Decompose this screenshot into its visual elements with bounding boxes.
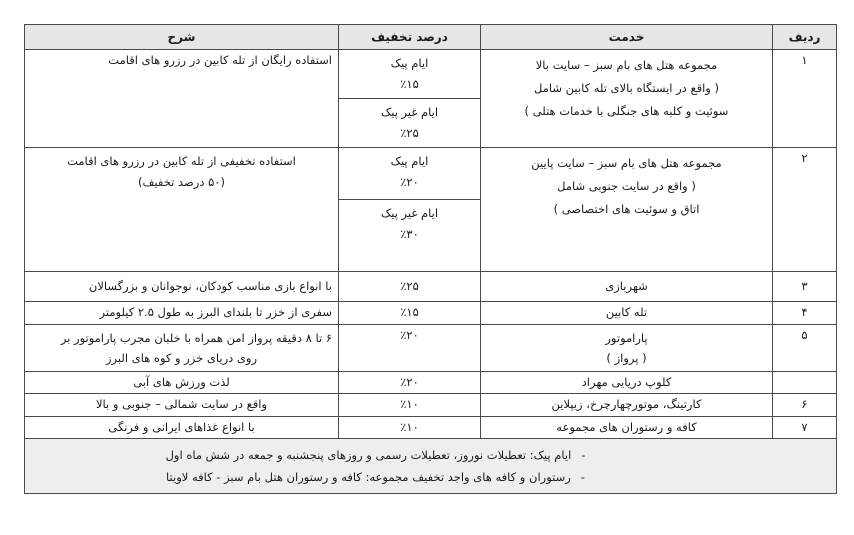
service-line: ( واقع در سایت جنوبی شامل [557,179,696,193]
note-bullet: - [581,448,586,463]
table-row [25,50,837,99]
service-cell: کافه و رستوران های مجموعه [481,416,773,439]
table-row [25,324,837,371]
service-cell: کارتینگ، موتورچهارچرخ، زیپلاین [481,394,773,417]
row-number: ۱ [773,50,837,148]
discount-cell [339,200,481,272]
table-row [25,416,837,439]
description-line: استفاده تخفیفی از تله کابین در رزرو های اقامت [67,154,296,168]
table-row [25,371,837,394]
service-cell: شهربازی [481,272,773,302]
note-line [35,444,716,466]
service-line: پاراموتور [605,330,648,345]
description-line: ۶ تا ۸ دقیقه پرواز امن همراه با خلبان مجرب پاراموتور بر [60,330,332,345]
row-number: ۳ [773,272,837,302]
discount-value: ٪۱۵ [400,77,419,91]
service-line: مجموعه هتل های بام سبز – سایت بالا [535,58,718,72]
row-number: ۵ [773,324,837,371]
service-line: ( پرواز ) [606,350,647,365]
header-row-no: ردیف [773,25,837,50]
discount-cell [339,99,481,148]
description-line: (۵۰ درصد تخفیف) [138,175,225,189]
header-description: شرح [25,25,339,50]
discount-value: ٪۲۰ [339,371,481,394]
discount-label: ایام پیک [390,154,429,168]
discount-label: ایام غیر پیک [380,206,439,220]
discount-value: ٪۲۰ [339,324,481,371]
discount-label: ایام پیک [390,56,429,70]
table-row [25,394,837,417]
service-line: ( واقع در ایستگاه بالای تله کابین شامل [534,81,719,95]
service-cell [481,50,773,148]
description-cell: سفری از خزر تا بلندای البرز به طول ۲.۵ کیلومتر [25,302,339,325]
row-number: ۴ [773,302,837,325]
description-cell: واقع در سایت شمالی – جنوبی و بالا [25,394,339,417]
service-cell: تله کابین [481,302,773,325]
description-cell: با انواع بازی مناسب کودکان، نوجوانان و بزرگسالان [25,272,339,302]
discount-value: ٪۲۰ [400,175,419,189]
discount-label: ایام غیر پیک [380,105,439,119]
table-row [25,302,837,325]
description-cell [25,324,339,371]
discount-value: ٪۱۵ [339,302,481,325]
service-line: سوئیت و کلبه های جنگلی با خدمات هتلی ) [524,104,729,118]
note-line [35,466,716,488]
service-cell [481,324,773,371]
discount-value: ٪۲۵ [400,126,419,140]
description-line: روی دریای خزر و کوه های البرز [105,350,258,365]
row-number: ۶ [773,394,837,417]
table-row [25,148,837,200]
description-cell [25,148,339,272]
discount-value: ٪۱۰ [339,416,481,439]
notes-row [25,439,837,494]
service-cell: کلوپ دریایی مهراد [481,371,773,394]
note-text: رستوران و کافه های واجد تخفیف مجموعه: کافه و رستوران هتل بام سبز - کافه لاویتا [166,470,571,485]
notes-cell [25,439,837,494]
discount-cell [339,148,481,200]
discount-value: ٪۳۰ [400,227,419,241]
service-cell [481,148,773,272]
header-discount: درصد تخفیف [339,25,481,50]
description-cell: استفاده رایگان از تله کابین در رزرو های اقامت [25,50,339,148]
description-cell: با انواع غذاهای ایرانی و فرنگی [25,416,339,439]
header-service: خدمت [481,25,773,50]
discount-cell [339,50,481,99]
note-text: ایام پیک: تعطیلات نوروز، تعطیلات رسمی و روزهای پنجشنبه و جمعه در شش ماه اول [165,448,572,463]
table-row [25,272,837,302]
table-header-row [25,25,837,50]
discount-table [24,24,837,494]
discount-value: ٪۱۰ [339,394,481,417]
row-number [773,371,837,394]
note-bullet: - [580,470,585,485]
row-number: ۲ [773,148,837,272]
service-line: اتاق و سوئیت های اختصاصی ) [553,202,700,216]
service-line: مجموعه هتل های بام سبز – سایت پایین [531,156,722,170]
row-number: ۷ [773,416,837,439]
description-cell: لذت ورزش های آبی [25,371,339,394]
discount-value: ٪۲۵ [339,272,481,302]
